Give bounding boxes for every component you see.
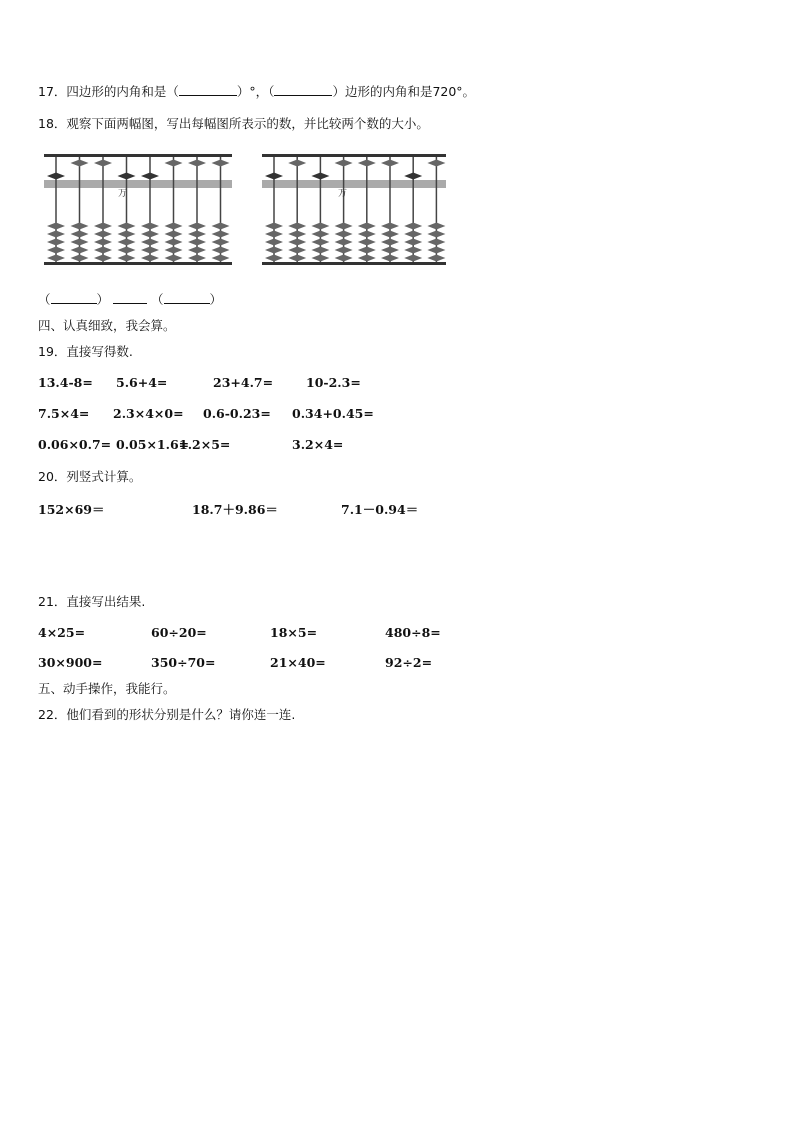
abacus-bead: [118, 223, 136, 230]
abacus-bead: [358, 231, 376, 238]
abacus-bead: [335, 255, 353, 262]
abacus-bead: [47, 247, 65, 254]
abacus-bead: [188, 160, 206, 167]
question-22: [38, 707, 295, 723]
abacus-bead: [404, 247, 422, 254]
abacus-bead: [141, 231, 159, 238]
abacus-bead: [188, 231, 206, 238]
abacus-bead: [94, 255, 112, 262]
abacus-bead: [141, 173, 159, 180]
abacus-bead: [427, 247, 445, 254]
abacus-beam: [262, 180, 446, 188]
abacus-bead: [188, 239, 206, 246]
paren-open: （: [151, 292, 164, 307]
question-17: [38, 83, 475, 100]
abacus-bead: [404, 255, 422, 262]
question-number: 18．: [38, 116, 67, 131]
answer-blank[interactable]: [164, 291, 210, 304]
math-item: 5.6+4=: [116, 375, 168, 390]
abacus-bead: [71, 239, 89, 246]
math-item: 350÷70=: [151, 655, 216, 670]
abacus-left: [42, 150, 234, 270]
abacus-bead: [335, 239, 353, 246]
abacus-bead: [381, 239, 399, 246]
abacus-bead: [188, 255, 206, 262]
abacus-bead: [165, 160, 183, 167]
abacus-bead: [404, 223, 422, 230]
abacus-bead: [288, 255, 306, 262]
paren-close: ）: [209, 292, 223, 307]
abacus-bead: [141, 255, 159, 262]
math-item: 0.6-0.23=: [203, 406, 271, 421]
abacus-bead: [335, 247, 353, 254]
answer-blank[interactable]: [51, 291, 97, 304]
abacus-bead: [265, 239, 283, 246]
abacus-place-label: 万: [338, 189, 348, 199]
answer-blank[interactable]: [179, 83, 237, 96]
question-number: 21．: [38, 594, 67, 609]
abacus-bead: [381, 247, 399, 254]
abacus-bead: [71, 223, 89, 230]
abacus-bead: [381, 255, 399, 262]
abacus-bead: [118, 231, 136, 238]
abacus-bead: [47, 173, 65, 180]
abacus-bead: [212, 231, 230, 238]
question-text: 直接写得数.: [66, 344, 133, 359]
question-number: 22．: [38, 707, 67, 722]
question-19: [38, 344, 133, 360]
abacus-bead: [358, 160, 376, 167]
abacus-bead: [141, 223, 159, 230]
abacus-bead: [381, 160, 399, 167]
math-item: 7.5×4=: [38, 406, 90, 421]
abacus-bead: [311, 247, 329, 254]
abacus-bead: [335, 160, 353, 167]
abacus-bead: [311, 255, 329, 262]
paren-close: ）: [96, 292, 110, 307]
abacus-bead: [94, 239, 112, 246]
abacus-bead: [47, 239, 65, 246]
abacus-bead: [288, 231, 306, 238]
abacus-bead: [188, 247, 206, 254]
abacus-bead: [404, 239, 422, 246]
question-text: 他们看到的形状分别是什么？请你连一连.: [66, 707, 296, 722]
q18-answer-line: [38, 291, 222, 308]
abacus-bottom-bar: [44, 262, 232, 265]
abacus-bead: [358, 247, 376, 254]
abacus-bead: [47, 255, 65, 262]
abacus-bead: [141, 239, 159, 246]
abacus-bead: [358, 239, 376, 246]
abacus-bead: [404, 231, 422, 238]
abacus-bead: [427, 239, 445, 246]
math-item: 21×40=: [270, 655, 326, 670]
math-item: 3.2×4=: [292, 437, 344, 452]
abacus-top-bar: [44, 154, 232, 157]
question-number: 17．: [38, 84, 67, 99]
abacus-bead: [404, 173, 422, 180]
math-item: 152×69＝: [38, 502, 105, 517]
math-item: 10-2.3=: [306, 375, 361, 390]
math-item: 480÷8=: [385, 625, 441, 640]
abacus-bead: [71, 231, 89, 238]
abacus-bead: [94, 223, 112, 230]
compare-blank[interactable]: [113, 291, 147, 304]
abacus-right: [260, 150, 448, 270]
abacus-bead: [265, 231, 283, 238]
question-21: [38, 594, 145, 610]
abacus-bead: [94, 247, 112, 254]
abacus-top-bar: [262, 154, 446, 157]
math-item: 18.7＋9.86＝: [192, 502, 278, 517]
abacus-bead: [94, 160, 112, 167]
abacus-bead: [265, 223, 283, 230]
question-text: 列竖式计算。: [66, 469, 142, 484]
abacus-bead: [265, 173, 283, 180]
abacus-bead: [188, 223, 206, 230]
math-item: 30×900=: [38, 655, 103, 670]
question-text: 四边形的内角和是（: [66, 84, 179, 99]
question-18: [38, 116, 429, 132]
abacus-rods: [47, 157, 230, 262]
abacus-bead: [47, 231, 65, 238]
question-text: 观察下面两幅图，写出每幅图所表示的数，并比较两个数的大小。: [66, 116, 429, 131]
abacus-bead: [165, 239, 183, 246]
abacus-bead: [427, 223, 445, 230]
math-item: 18×5=: [270, 625, 318, 640]
abacus-bead: [265, 247, 283, 254]
abacus-bead: [212, 160, 230, 167]
abacus-bead: [311, 223, 329, 230]
abacus-bead: [265, 255, 283, 262]
abacus-rods: [265, 157, 445, 262]
abacus-bead: [311, 231, 329, 238]
abacus-bead: [118, 255, 136, 262]
abacus-bead: [165, 255, 183, 262]
abacus-bead: [212, 247, 230, 254]
abacus-bead: [212, 239, 230, 246]
abacus-bead: [427, 231, 445, 238]
abacus-bead: [335, 231, 353, 238]
abacus-bead: [212, 255, 230, 262]
abacus-bead: [118, 239, 136, 246]
abacus-bead: [288, 160, 306, 167]
abacus-bead: [288, 239, 306, 246]
abacus-bead: [381, 231, 399, 238]
abacus-bead: [358, 255, 376, 262]
abacus-bead: [94, 231, 112, 238]
abacus-bead: [165, 223, 183, 230]
question-text: ）边形的内角和是720°。: [332, 84, 476, 99]
question-text: ）°，（: [236, 84, 275, 99]
answer-blank[interactable]: [274, 83, 332, 96]
section-4-title: 四、认真细致，我会算。: [38, 318, 176, 333]
abacus-bead: [335, 223, 353, 230]
abacus-bead: [118, 173, 136, 180]
math-item: 1.2×5=: [179, 437, 231, 452]
abacus-bead: [71, 247, 89, 254]
abacus-beam: [44, 180, 232, 188]
abacus-bead: [288, 223, 306, 230]
abacus-bead: [118, 247, 136, 254]
abacus-bead: [165, 231, 183, 238]
abacus-bead: [71, 160, 89, 167]
math-item: 60÷20=: [151, 625, 207, 640]
abacus-bead: [427, 160, 445, 167]
abacus-place-label: 万: [118, 189, 128, 199]
math-item: 7.1－0.94＝: [341, 502, 419, 517]
abacus-bead: [141, 247, 159, 254]
abacus-bead: [311, 239, 329, 246]
math-item: 0.05×1.6=: [116, 437, 190, 452]
section-5-title: 五、动手操作，我能行。: [38, 681, 176, 696]
abacus-bead: [71, 255, 89, 262]
abacus-bead: [381, 223, 399, 230]
math-item: 4×25=: [38, 625, 86, 640]
abacus-bottom-bar: [262, 262, 446, 265]
abacus-bead: [288, 247, 306, 254]
abacus-bead: [358, 223, 376, 230]
question-number: 19．: [38, 344, 67, 359]
abacus-bead: [427, 255, 445, 262]
math-item: 2.3×4×0=: [113, 406, 184, 421]
math-item: 0.06×0.7=: [38, 437, 112, 452]
question-20: [38, 469, 141, 485]
abacus-bead: [212, 223, 230, 230]
math-item: 92÷2=: [385, 655, 433, 670]
question-number: 20．: [38, 469, 67, 484]
math-item: 23+4.7=: [213, 375, 274, 390]
paren-open: （: [38, 292, 51, 307]
abacus-bead: [47, 223, 65, 230]
math-item: 13.4-8=: [38, 375, 93, 390]
question-text: 直接写出结果.: [66, 594, 146, 609]
abacus-bead: [165, 247, 183, 254]
math-item: 0.34+0.45=: [292, 406, 374, 421]
abacus-bead: [311, 173, 329, 180]
